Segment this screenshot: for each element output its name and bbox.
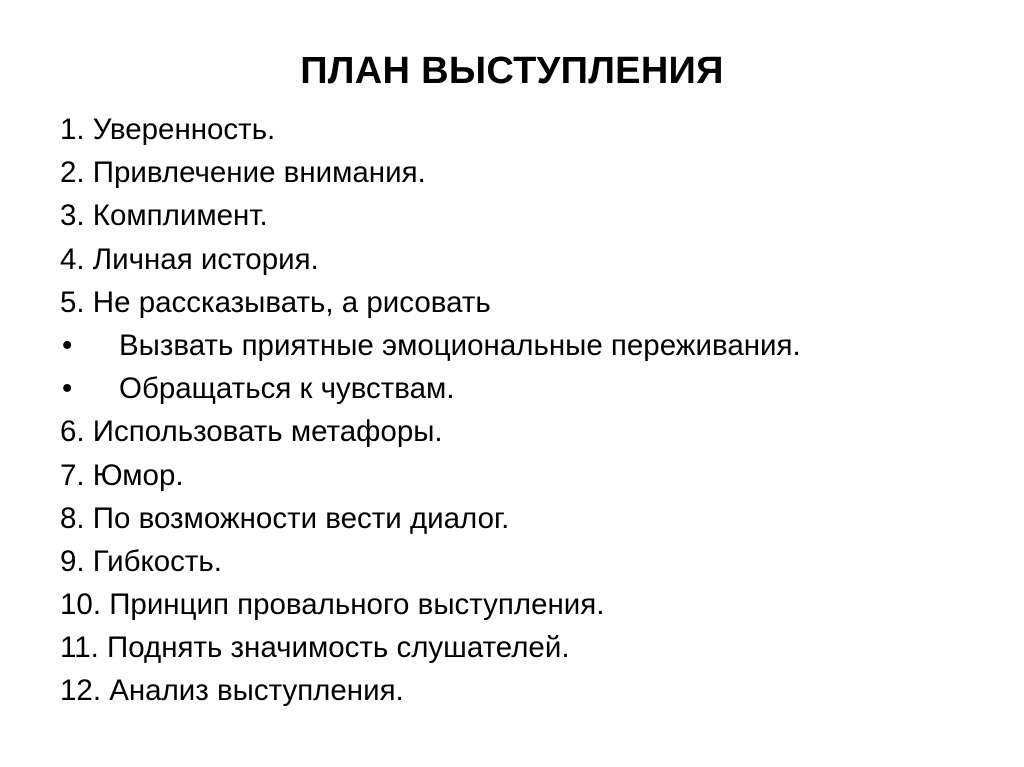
list-item-text: 3. Комплимент. — [60, 199, 268, 233]
list-item — [60, 151, 1000, 194]
list-item — [60, 626, 1000, 669]
list-item-text: 8. По возможности вести диалог. — [60, 501, 510, 535]
list-item — [60, 194, 1000, 237]
list-item-text: 10. Принцип провального выступления. — [60, 588, 605, 622]
list-item — [60, 669, 1000, 712]
list-item-text: 6. Использовать метафоры. — [60, 415, 443, 449]
list-item-text: 1. Уверенность. — [60, 113, 276, 146]
list-item — [60, 108, 1000, 151]
list-item — [60, 281, 1000, 324]
bullet-item — [60, 324, 1000, 367]
list-item-text: 5. Не рассказывать, а рисовать — [60, 285, 491, 319]
list-item-text: 9. Гибкость. — [60, 544, 222, 578]
list-item — [60, 238, 1000, 281]
list-item-text: 7. Юмор. — [60, 458, 184, 492]
bullet-item-text: Вызвать приятные эмоциональные переживания. — [119, 328, 801, 362]
list-item — [60, 583, 1000, 626]
list-item — [60, 454, 1000, 497]
bullet-marker: • — [62, 328, 73, 362]
list-item-text: 12. Анализ выступления. — [60, 674, 404, 708]
list-item-text: 4. Личная история. — [60, 242, 319, 276]
list-item — [60, 410, 1000, 453]
bullet-item — [60, 367, 1000, 410]
bullet-marker: • — [62, 372, 73, 406]
list-item-text: 11. Поднять значимость слушателей. — [60, 631, 570, 665]
list-item-text: 2. Привлечение внимания. — [60, 156, 426, 190]
plan-list — [60, 108, 1000, 713]
list-item — [60, 497, 1000, 540]
list-item — [60, 540, 1000, 583]
slide-title: ПЛАН ВЫСТУПЛЕНИЯ — [300, 50, 724, 92]
bullet-item-text: Обращаться к чувствам. — [119, 372, 455, 406]
